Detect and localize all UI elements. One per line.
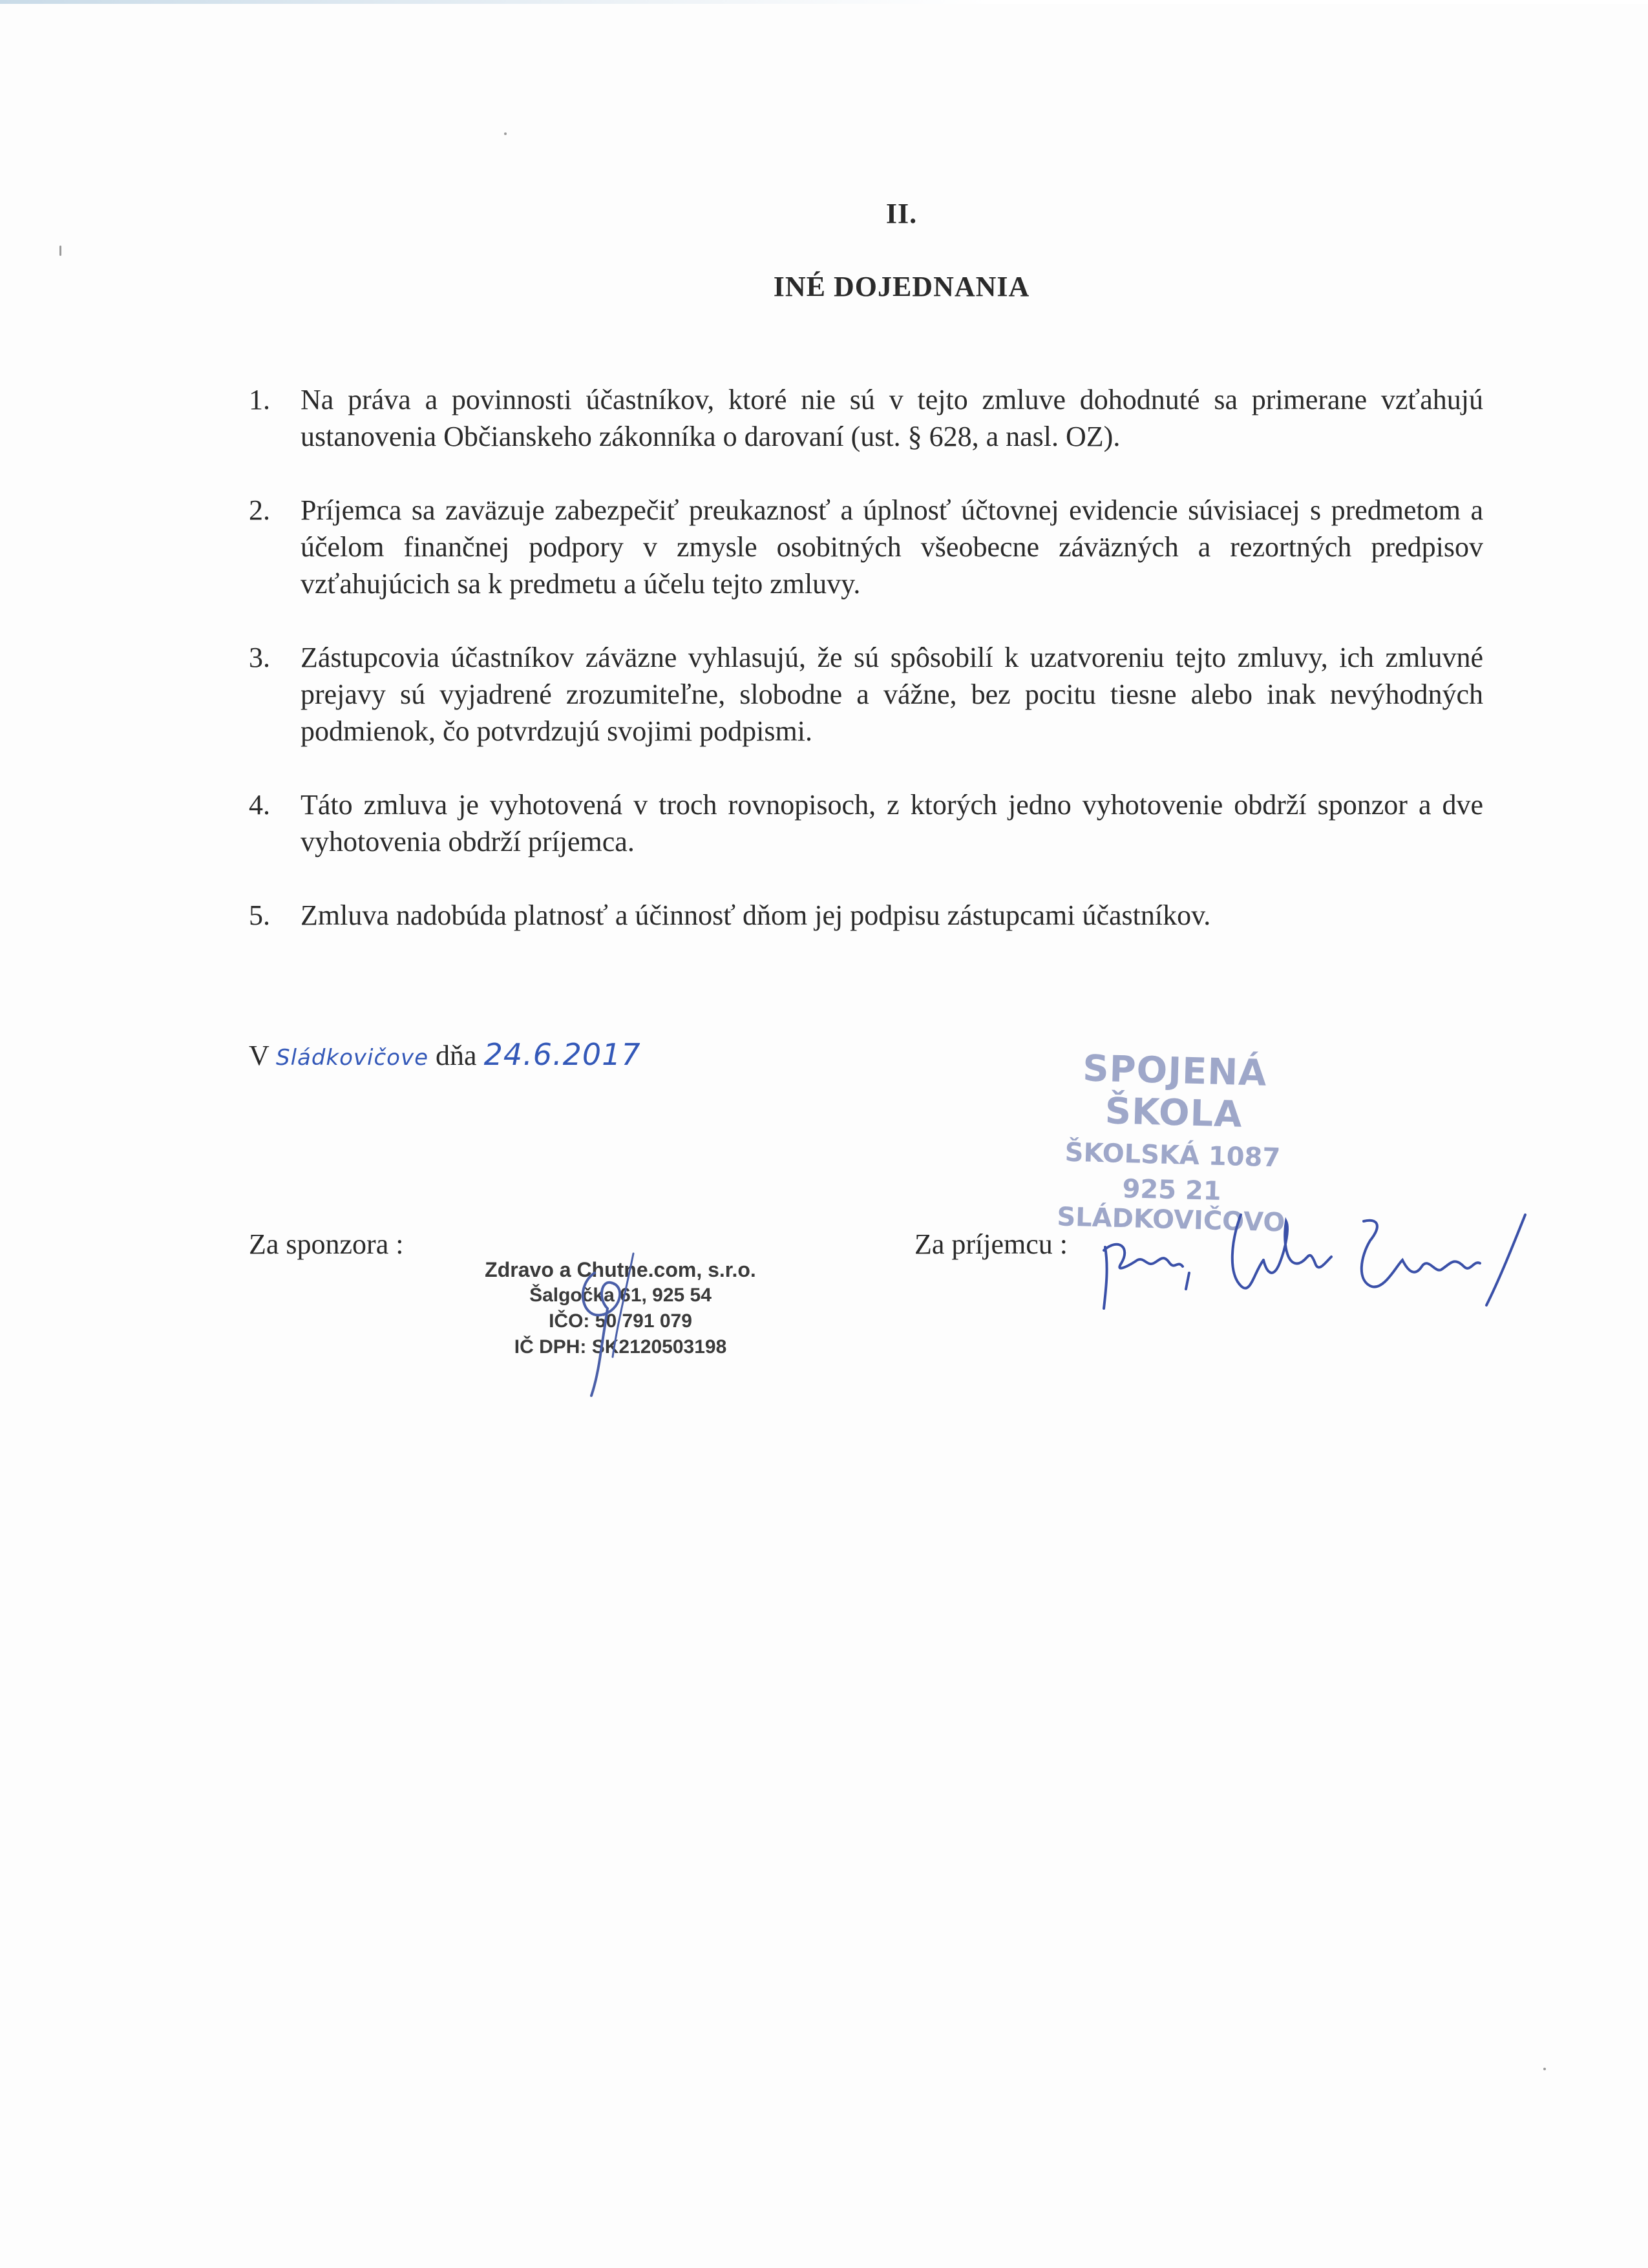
clause-text: Príjemca sa zaväzuje zabezpečiť preukaznosť a úplnosť účtovnej evidencie súvisiacej s predmetom a účelom finančnej podpory v zmysle osobitných všeobecne záväzných a rezortných predpisov vzťahujúcich sa k predmetu a účelu tejto zmluvy. xyxy=(301,494,1483,600)
clause-number: 1. xyxy=(249,384,270,415)
company-stamp-ico: IČO: 50 791 079 xyxy=(549,1310,692,1332)
clause-item xyxy=(249,639,1483,750)
clause-number: 3. xyxy=(249,642,270,673)
date-prefix: dňa xyxy=(436,1040,477,1071)
sponsor-signature-icon xyxy=(556,1247,666,1402)
signing-place-date xyxy=(249,1037,641,1072)
company-stamp-dic: IČ DPH: SK2120503198 xyxy=(514,1336,727,1358)
school-stamp-name: SPOJENÁ ŠKOLA xyxy=(1082,1047,1268,1136)
handwritten-date: 24.6.2017 xyxy=(483,1037,641,1072)
sponsor-label: Za sponzora : xyxy=(249,1228,404,1260)
scan-speck xyxy=(1543,2068,1546,2070)
clause-number: 4. xyxy=(249,789,270,821)
school-stamp-city: 925 21 SLÁDKOVIČOVO xyxy=(1056,1173,1285,1238)
section-title: INÉ DOJEDNANIA xyxy=(773,271,1030,302)
clause-item xyxy=(249,492,1483,602)
clause-item xyxy=(249,897,1483,934)
clause-item xyxy=(249,381,1483,455)
clause-list xyxy=(249,381,1483,971)
recipient-signature-icon xyxy=(1092,1202,1532,1318)
place-prefix: V xyxy=(249,1040,269,1071)
scan-speck xyxy=(504,132,507,135)
clause-number: 2. xyxy=(249,494,270,526)
clause-item xyxy=(249,786,1483,860)
recipient-label: Za príjemcu : xyxy=(914,1228,1068,1260)
clause-text: Zmluva nadobúda platnosť a účinnosť dňom jej podpisu zástupcami účastníkov. xyxy=(301,899,1211,931)
section-number: II. xyxy=(885,198,918,229)
school-stamp-street: ŠKOLSKÁ 1087 xyxy=(1064,1137,1281,1173)
clause-text: Táto zmluva je vyhotovená v troch rovnopisoch, z ktorých jedno vyhotovenie obdrží sponzor a dve vyhotovenia obdrží príjemca. xyxy=(301,789,1483,857)
company-stamp-name: Zdravo a Chutne.com, s.r.o. xyxy=(485,1258,756,1281)
clause-number: 5. xyxy=(249,899,270,931)
scan-speck xyxy=(59,246,61,256)
clause-text: Zástupcovia účastníkov záväzne vyhlasujú, že sú spôsobilí k uzatvoreniu tejto zmluvy, ich zmluvné prejavy sú vyjadrené zrozumiteľne, slobodne a vážne, bez pocitu tiesne alebo inak nevýhodných podmienok, čo potvrdzujú svojimi podpismi. xyxy=(301,642,1483,747)
company-stamp-address: Šalgočka 61, 925 54 xyxy=(529,1285,712,1306)
handwritten-place: Sládkovičove xyxy=(275,1045,429,1071)
clause-text: Na práva a povinnosti účastníkov, ktoré nie sú v tejto zmluve dohodnuté sa primerane vzťahujú ustanovenia Občianskeho zákonníka o darovaní (ust. § 628, a nasl. OZ). xyxy=(301,384,1483,452)
scan-edge-tint xyxy=(0,0,1648,4)
